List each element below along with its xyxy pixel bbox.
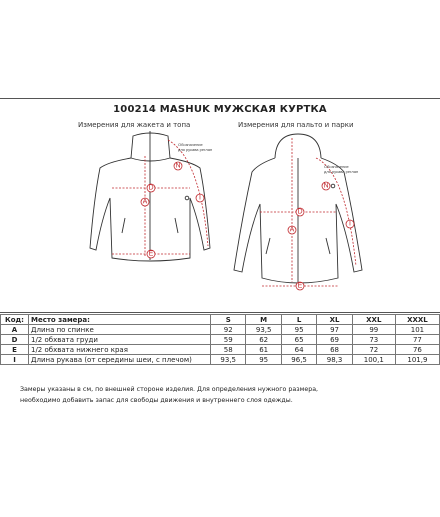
svg-text:D: D	[148, 184, 154, 192]
table-row	[1, 335, 440, 345]
table-row	[1, 345, 440, 355]
svg-text:E: E	[297, 282, 303, 290]
header-place: Место замера:	[29, 315, 211, 325]
row-place: Длина по спинке	[29, 325, 211, 335]
table-row	[1, 325, 440, 335]
row-value: 93,5	[246, 325, 281, 335]
row-code: A	[1, 325, 29, 335]
row-value: 73	[352, 335, 395, 345]
size-table	[0, 314, 440, 365]
row-code: I	[1, 355, 29, 365]
svg-text:N: N	[323, 182, 329, 190]
row-value: 92	[211, 325, 246, 335]
row-value: 72	[352, 345, 395, 355]
svg-text:Обозначение: Обозначение	[324, 164, 349, 169]
row-code: E	[1, 345, 29, 355]
svg-text:A: A	[289, 226, 295, 234]
row-value: 61	[246, 345, 281, 355]
row-place: 1/2 обхвата груди	[29, 335, 211, 345]
svg-text:N: N	[175, 162, 181, 170]
table-row	[1, 355, 440, 365]
row-value: 101	[395, 325, 439, 335]
svg-text:Обозначение: Обозначение	[178, 142, 203, 147]
header-size-xl: XL	[317, 315, 352, 325]
row-value: 68	[317, 345, 352, 355]
header-size-xxl: XXL	[352, 315, 395, 325]
top-rule	[0, 98, 440, 99]
row-code: D	[1, 335, 29, 345]
table-header-row	[1, 315, 440, 325]
svg-text:E: E	[148, 250, 154, 258]
parka-diagram	[220, 128, 440, 308]
row-place: Длина рукава (от середины шеи, с плечом)	[29, 355, 211, 365]
svg-text:I: I	[199, 194, 201, 202]
svg-text:D: D	[297, 208, 303, 216]
svg-text:для рукава реглан: для рукава реглан	[324, 169, 359, 174]
page-title: 100214 MASHUK МУЖСКАЯ КУРТКА	[113, 104, 327, 115]
row-value: 58	[211, 345, 246, 355]
row-value: 59	[211, 335, 246, 345]
row-place: 1/2 обхвата нижнего края	[29, 345, 211, 355]
row-value: 76	[395, 345, 439, 355]
footnote-line-1: Замеры указаны в см, по внешней стороне изделия. Для определения нужного размера,	[20, 386, 319, 393]
row-value: 100,1	[352, 355, 395, 365]
footnote-line-2: необходимо добавить запас для свободы движения и внутреннего слоя одежды.	[20, 397, 293, 404]
row-value: 62	[246, 335, 281, 345]
row-value: 95	[246, 355, 281, 365]
parka-caption: Измерения для пальто и парки	[238, 121, 354, 129]
jacket-diagram	[0, 128, 220, 308]
row-value: 99	[352, 325, 395, 335]
row-value: 64	[281, 345, 316, 355]
row-value: 96,5	[281, 355, 316, 365]
row-value: 95	[281, 325, 316, 335]
svg-text:A: A	[142, 198, 148, 206]
header-size-l: L	[281, 315, 316, 325]
row-value: 93,5	[211, 355, 246, 365]
header-size-s: S	[211, 315, 246, 325]
row-value: 69	[317, 335, 352, 345]
row-value: 65	[281, 335, 316, 345]
header-code: Код:	[1, 315, 29, 325]
row-value: 97	[317, 325, 352, 335]
svg-text:I: I	[349, 220, 351, 228]
row-value: 101,9	[395, 355, 439, 365]
row-value: 77	[395, 335, 439, 345]
row-value: 98,3	[317, 355, 352, 365]
svg-text:для рукава реглан: для рукава реглан	[178, 147, 213, 152]
header-size-xxxl: XXXL	[395, 315, 439, 325]
measurement-footnote	[20, 384, 430, 406]
jacket-caption: Измерения для жакета и топа	[78, 121, 191, 129]
header-size-m: M	[246, 315, 281, 325]
table-top-rule	[0, 312, 440, 313]
